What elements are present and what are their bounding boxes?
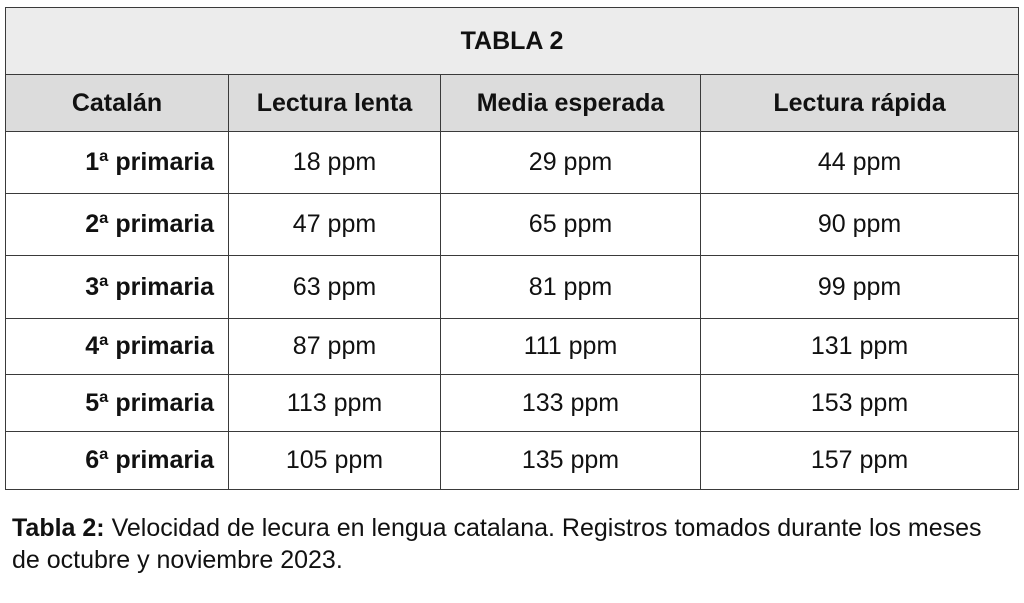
row-label: 2ª primaria: [6, 194, 229, 256]
expected-average-value: 111 ppm: [441, 319, 701, 375]
expected-average-value: 135 ppm: [441, 432, 701, 490]
reading-speed-table: [5, 7, 1019, 490]
slow-reading-value: 63 ppm: [229, 256, 441, 319]
row-label: 6ª primaria: [6, 432, 229, 490]
table-caption: [12, 512, 1012, 576]
fast-reading-value: 157 ppm: [701, 432, 1019, 490]
fast-reading-value: 90 ppm: [701, 194, 1019, 256]
slow-reading-value: 105 ppm: [229, 432, 441, 490]
table-row: [6, 375, 1019, 432]
caption-label: Tabla 2:: [12, 514, 105, 542]
expected-average-value: 81 ppm: [441, 256, 701, 319]
row-label: 1ª primaria: [6, 132, 229, 194]
fast-reading-value: 44 ppm: [701, 132, 1019, 194]
fast-reading-value: 131 ppm: [701, 319, 1019, 375]
expected-average-value: 133 ppm: [441, 375, 701, 432]
slow-reading-value: 113 ppm: [229, 375, 441, 432]
slow-reading-value: 18 ppm: [229, 132, 441, 194]
table-header-row: [6, 75, 1019, 132]
table-title: TABLA 2: [6, 8, 1019, 75]
row-label: 4ª primaria: [6, 319, 229, 375]
fast-reading-value: 99 ppm: [701, 256, 1019, 319]
table-title-row: [6, 8, 1019, 75]
table-row: [6, 194, 1019, 256]
table-row: [6, 432, 1019, 490]
row-label: 3ª primaria: [6, 256, 229, 319]
expected-average-value: 29 ppm: [441, 132, 701, 194]
header-language: Catalán: [6, 75, 229, 132]
table-row: [6, 256, 1019, 319]
header-expected-average: Media esperada: [441, 75, 701, 132]
caption-text: Velocidad de lecura en lengua catalana. Registros tomados durante los meses de octubre y noviembre 2023.: [12, 514, 982, 574]
header-slow-reading: Lectura lenta: [229, 75, 441, 132]
expected-average-value: 65 ppm: [441, 194, 701, 256]
header-fast-reading: Lectura rápida: [701, 75, 1019, 132]
table-row: [6, 132, 1019, 194]
fast-reading-value: 153 ppm: [701, 375, 1019, 432]
reading-speed-table-container: [5, 7, 1018, 490]
slow-reading-value: 47 ppm: [229, 194, 441, 256]
table-row: [6, 319, 1019, 375]
row-label: 5ª primaria: [6, 375, 229, 432]
slow-reading-value: 87 ppm: [229, 319, 441, 375]
